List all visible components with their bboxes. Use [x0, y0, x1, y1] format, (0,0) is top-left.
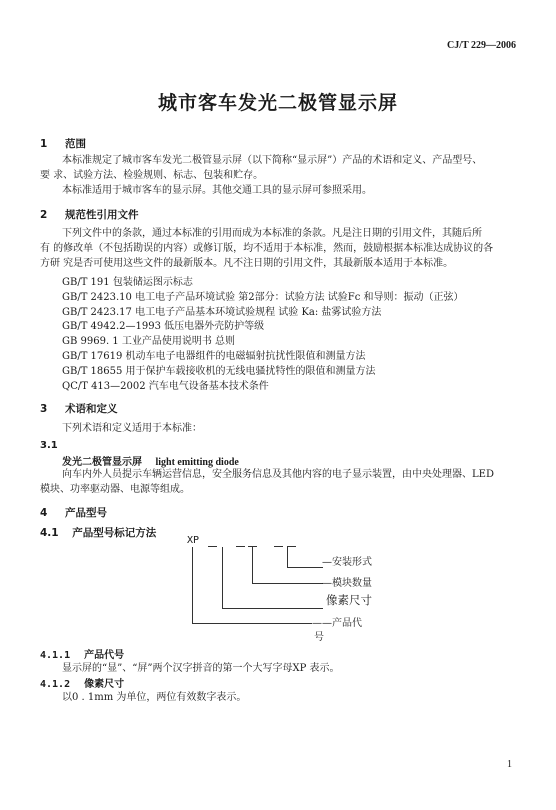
section-number: 4.1	[40, 527, 59, 539]
paragraph-line: 本标准适用于城市客车的显示屏。其他交通工具的显示屏可参照采用。	[62, 185, 372, 196]
subsection-4-1-heading	[40, 525, 156, 540]
page-number: 1	[507, 759, 512, 770]
leader-line	[192, 547, 193, 624]
section-number: 2	[40, 209, 48, 221]
leader-line	[252, 583, 323, 584]
term-chinese: 发光二极管显示屏	[62, 457, 142, 468]
paragraph-line: 显示屏的“显”、“屏”两个汉字拼音的第一个大写字母XP 表示。	[62, 663, 340, 674]
leader-line	[222, 608, 323, 609]
section-title: 范围	[64, 138, 86, 150]
reference-item: GB/T 4942.2—1993 低压电器外壳防护等级	[62, 321, 265, 332]
reference-item: GB/T 17619 机动车电子电器组件的电磁辐射抗扰性限值和测量方法	[62, 351, 366, 362]
term-line	[62, 453, 239, 468]
section-number: 4.1.1	[40, 650, 71, 661]
document-title: 城市客车发光二极管显示屏	[157, 92, 398, 114]
section-number: 1	[40, 138, 48, 150]
code-box	[236, 546, 245, 547]
label-pixel-size: 像素尺寸	[326, 593, 372, 607]
reference-item: GB 9969. 1 工业产品使用说明书 总则	[62, 336, 236, 347]
reference-item: GB/T 18655 用于保护车载接收机的无线电骚扰特性的限值和测量方法	[62, 366, 376, 377]
paragraph-line: 下列文件中的条款，通过本标准的引用而成为本标准的条款。凡是注日期的引用文件，其随后所	[62, 228, 482, 239]
paragraph-line: 本标准规定了城市客车发光二极管显示屏（以下简称“显示屏”）产品的术语和定义、产品型号、	[62, 155, 483, 166]
reference-item: GB/T 2423.17 电工电子产品基本环境试验规程 试验 Ka: 盐雾试验方法	[62, 307, 382, 318]
section-3-heading	[40, 401, 117, 416]
reference-item: GB/T 191 包装储运图示标志	[62, 277, 193, 288]
leader-line	[287, 567, 323, 568]
subsection-4-1-2-heading	[40, 675, 124, 690]
subsection-4-1-1-heading	[40, 646, 124, 661]
subsection-number: 3.1	[40, 440, 58, 451]
term-english: light emitting diode	[155, 457, 239, 468]
section-1-heading	[40, 136, 86, 151]
paragraph-line: 以0 . 1mm 为单位，两位有效数字表示。	[62, 692, 247, 703]
reference-item: GB/T 2423.10 电工电子产品环境试验 第2部分：试验方法 试验Fc 和导则：振动（正弦）	[62, 292, 464, 303]
leader-line	[222, 547, 223, 609]
leader-line	[252, 547, 253, 584]
section-4-heading	[40, 505, 107, 520]
paragraph-line: 要 求、试验方法、检验规则、标志、包装和贮存。	[40, 170, 264, 181]
section-title: 规范性引用文件	[64, 209, 139, 221]
paragraph-line: 下列术语和定义适用于本标准：	[62, 423, 202, 434]
section-title: 产品型号标记方法	[72, 527, 157, 539]
leader-line	[287, 547, 288, 568]
section-number: 3	[40, 403, 48, 415]
reference-item: QC/T 413—2002 汽车电气设备基本技术条件	[62, 381, 269, 392]
section-title: 术语和定义	[64, 403, 118, 415]
standard-code-header: CJ/T 229—2006	[447, 40, 516, 51]
leader-line	[192, 623, 312, 624]
label-product-code: ——产品代	[312, 618, 362, 629]
label-module-count: —模块数量	[322, 578, 372, 589]
code-box	[208, 546, 217, 547]
paragraph-line: 模块、功率驱动器、电源等组成。	[40, 484, 190, 495]
section-number: 4	[40, 507, 48, 519]
paragraph-line: 方研 究是否可使用这些文件的最新版本。凡不注日期的引用文件，其最新版本适用于本标准。	[40, 258, 454, 269]
paragraph-line: 有 的修改单（不包括勘误的内容）或修订版，均不适用于本标准，然而，鼓励根据本标准达成协议的各	[40, 243, 494, 254]
label-product-code-cont: 号	[314, 632, 324, 643]
section-2-heading	[40, 207, 138, 222]
code-box	[287, 546, 296, 547]
model-prefix: XP	[187, 535, 200, 546]
section-title: 产品代号	[84, 650, 125, 661]
paragraph-line: 向车内外人员提示车辆运营信息，安全服务信息及其他内容的电子显示装置，由中央处理器、LED	[62, 469, 494, 480]
section-title: 像素尺寸	[84, 679, 125, 690]
section-number: 4.1.2	[40, 679, 71, 690]
label-mount-type: —安装形式	[322, 557, 372, 568]
code-box	[274, 546, 283, 547]
section-title: 产品型号	[64, 507, 107, 519]
